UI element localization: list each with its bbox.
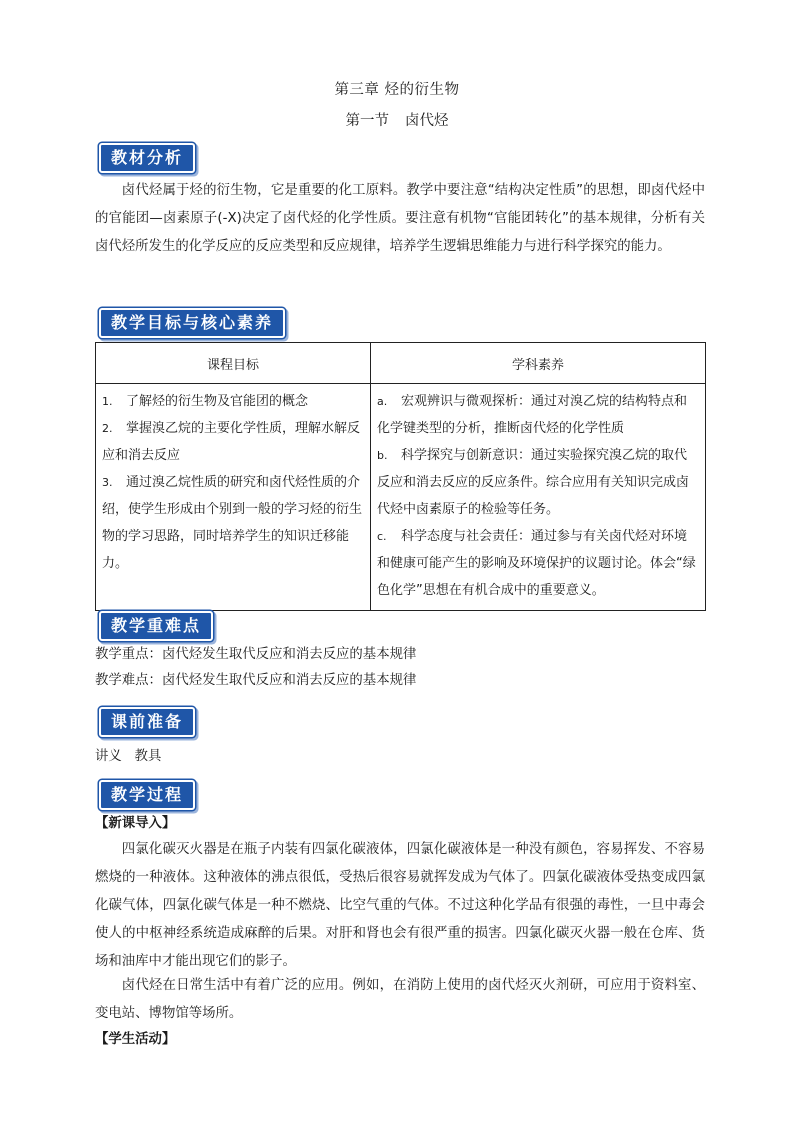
objective-item: 3. 通过溴乙烷性质的研究和卤代烃性质的介绍，使学生形成由个别到一般的学习烃的衍生物的学习思路，同时培养学生的知识迁移能力。 <box>102 475 363 571</box>
section-number: 第一节 <box>345 113 389 129</box>
goals-heading: 教学目标与核心素养 <box>99 308 285 338</box>
goals-table-header-row <box>96 343 706 384</box>
objective-item: 1. 了解烃的衍生物及官能团的概念 <box>102 394 309 409</box>
intro-label: 【新课导入】 <box>95 816 176 831</box>
goals-table-row <box>96 384 706 611</box>
col-header-literacy: 学科素养 <box>371 343 706 384</box>
analysis-heading: 教材分析 <box>99 143 195 173</box>
key-points-heading: 教学重难点 <box>99 611 213 641</box>
section-name: 卤代烃 <box>405 113 449 129</box>
section-title <box>0 109 794 130</box>
activity-label: 【学生活动】 <box>95 1032 176 1047</box>
literacy-cell <box>371 384 706 611</box>
intro-paragraph-1: 四氯化碳灭火器是在瓶子内装有四氯化碳液体，四氯化碳液体是一种没有颜色，容易挥发、不容易燃烧的一种液体。这种液体的沸点很低，受热后很容易就挥发成为气体了。四氯化碳液体受热变成四氯化碳气体，四氯化碳气体是一种不燃烧、比空气重的气体。不过这种化学品有很强的毒性，一旦中毒会使人的中枢神经系统造成麻醉的后果。对肝和肾也会有很严重的损害。四氯化碳灭火器一般在仓库、货场和油库中才能出现它们的影子。 <box>95 842 705 969</box>
analysis-paragraph: 卤代烃属于烃的衍生物，它是重要的化工原料。教学中要注意“结构决定性质”的思想，即卤代烃中的官能团—卤素原子(-X)决定了卤代烃的化学性质。要注意有机物“官能团转化”的基本规律，分析有关卤代烃所发生的化学反应的反应类型和反应规律，培养学生逻辑思维能力与进行科学探究的能力。 <box>95 183 705 254</box>
intro-paragraph-2: 卤代烃在日常生活中有着广泛的应用。例如，在消防上使用的卤代烃灭火剂研，可应用于资料室、变电站、博物馆等场所。 <box>95 978 705 1021</box>
prep-heading: 课前准备 <box>99 707 195 737</box>
col-header-objectives: 课程目标 <box>96 343 371 384</box>
objectives-cell <box>96 384 371 611</box>
objective-item: 2. 掌握溴乙烷的主要化学性质，理解水解反应和消去反应 <box>102 421 361 463</box>
literacy-item: a. 宏观辨识与微观探析：通过对溴乙烷的结构特点和化学键类型的分析，推断卤代烃的化学性质 <box>377 394 688 436</box>
literacy-item: b. 科学探究与创新意识：通过实验探究溴乙烷的取代反应和消去反应的反应条件。综合应用有关知识完成卤代烃中卤素原子的检验等任务。 <box>377 448 690 517</box>
process-heading: 教学过程 <box>99 780 195 810</box>
goals-table <box>95 342 706 611</box>
chapter-title: 第三章 烃的衍生物 <box>334 82 460 98</box>
teaching-focus: 教学重点：卤代烃发生取代反应和消去反应的基本规律 <box>95 647 417 662</box>
teaching-difficulty: 教学难点：卤代烃发生取代反应和消去反应的基本规律 <box>95 673 417 688</box>
literacy-item: c. 科学态度与社会责任：通过参与有关卤代烃对环境和健康可能产生的影响及环境保护的议题讨论。体会“绿色化学”思想在有机合成中的重要意义。 <box>377 529 696 598</box>
prep-text: 讲义 教具 <box>95 749 162 764</box>
